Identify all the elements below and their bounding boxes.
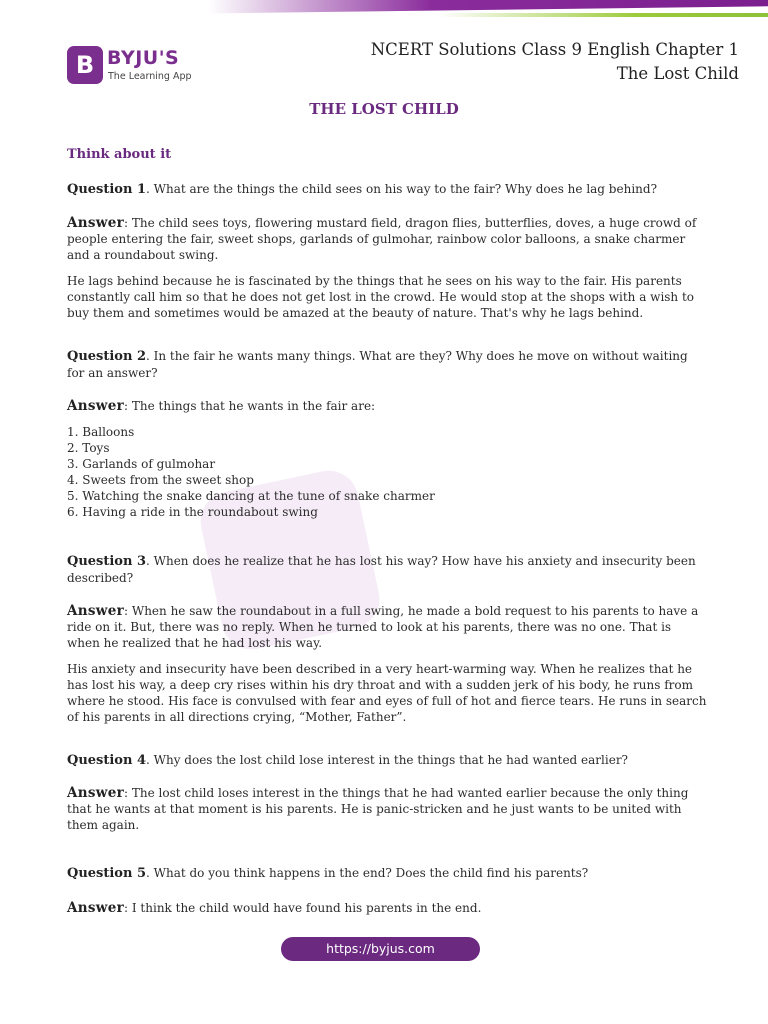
answer-label: Answer (67, 603, 125, 619)
question-text: . In the fair he wants many things. What are they? Why does he move on without waiting for an answer? (67, 349, 688, 380)
answer-1 (67, 215, 707, 263)
header-line-2: The Lost Child (616, 64, 739, 83)
answer-text: : The things that he wants in the fair are: (124, 399, 376, 413)
answer-text: : When he saw the roundabout in a full swing, he made a bold request to his parents to have a ride on it. But, there was no reply. When he turned to look at his parents, there was no one. That is when he realized that he had lost his way. (67, 604, 699, 650)
question-text: . What are the things the child sees on his way to the fair? Why does he lag behind? (146, 182, 657, 196)
answer-1-extra: He lags behind because he is fascinated by the things that he sees on his way to the fair. His parents constantly call him so that he does not get lost in the crowd. He would stop at the shops with a wish to buy them and sometimes would be amazed at the beauty of nature. That's why he lags behind. (67, 274, 695, 320)
list-item: 2. Toys (67, 441, 110, 455)
question-text: . What do you think happens in the end? Does the child find his parents? (146, 866, 589, 880)
answer-text: : The child sees toys, flowering mustard field, dragon flies, butterflies, doves, a huge crowd of people entering the fair, sweet shops, garlands of gulmohar, rainbow color balloons, a snake charmer and a roundabout swing. (67, 216, 697, 262)
answer-3 (67, 603, 707, 651)
answer-5 (67, 900, 707, 916)
answer-label: Answer (67, 398, 125, 414)
header-line-1: NCERT Solutions Class 9 English Chapter 1 (370, 40, 739, 59)
question-label: Question 3 (67, 554, 147, 569)
list-item: 6. Having a ride in the roundabout swing (67, 505, 318, 519)
question-1 (67, 181, 707, 198)
answer-label: Answer (67, 785, 125, 801)
footer-url-link[interactable]: https://byjus.com (281, 937, 480, 961)
wants-list (67, 424, 707, 520)
answer-2 (67, 398, 707, 414)
byjus-logo (67, 46, 207, 88)
answer-label: Answer (67, 900, 125, 916)
section-heading: Think about it (67, 147, 172, 162)
logo-badge: B (67, 46, 103, 84)
page-title: THE LOST CHILD (309, 100, 459, 118)
logo-name: BYJU'S (107, 47, 180, 69)
question-label: Question 2 (67, 349, 147, 364)
logo-tagline: The Learning App (108, 71, 192, 82)
answer-text: : I think the child would have found his parents in the end. (124, 901, 482, 915)
list-item: 5. Watching the snake dancing at the tune of snake charmer (67, 489, 435, 503)
question-2 (67, 348, 707, 381)
question-label: Question 1 (67, 182, 147, 197)
answer-text: : The lost child loses interest in the things that he had wanted earlier because the only thing that he wants at that moment is his parents. He is panic-stricken and he just wants to be united with them again. (67, 786, 689, 832)
list-item: 4. Sweets from the sweet shop (67, 473, 254, 487)
top-decorative-bar (0, 0, 768, 18)
question-5 (67, 865, 707, 882)
list-item: 3. Garlands of gulmohar (67, 457, 216, 471)
document-header (371, 38, 739, 86)
question-3 (67, 553, 707, 586)
question-4 (67, 752, 707, 769)
list-item: 1. Balloons (67, 425, 135, 439)
answer-3-extra: His anxiety and insecurity have been described in a very heart-warming way. When he realizes that he has lost his way, a deep cry rises within his dry throat and with a sudden jerk of his body, he runs from where he stood. His face is convulsed with fear and eyes of full of hot and fierce tears. He runs in search of his parents in all directions crying, “Mother, Father”. (67, 662, 707, 724)
green-stripe (438, 13, 768, 17)
question-label: Question 5 (67, 866, 147, 881)
answer-label: Answer (67, 215, 125, 231)
question-text: . When does he realize that he has lost his way? How have his anxiety and insecurity been described? (67, 554, 696, 585)
question-text: . Why does the lost child lose interest in the things that he had wanted earlier? (146, 753, 628, 767)
answer-4 (67, 785, 707, 833)
question-label: Question 4 (67, 753, 147, 768)
